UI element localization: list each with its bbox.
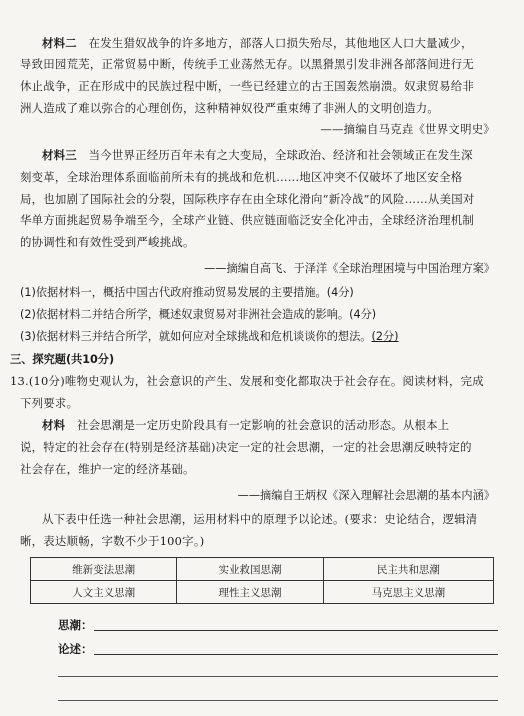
table-cell: 民主共和思潮 (323, 558, 493, 581)
material3-line-2: 刻变革，全球治理体系面临前所未有的挑战和危机……地区冲突不仅破坏了地区安全格 (20, 170, 463, 184)
thought-answer-line[interactable] (94, 630, 498, 631)
answer-line[interactable] (58, 676, 498, 677)
thought-label: 思潮： (58, 618, 93, 632)
material3-line-3: 局，也加剧了国际社会的分裂，国际秩序存在由全球化滑向“新冷战”的风险……从美国对 (20, 192, 475, 206)
material2-line-1: 材料二 在发生猎奴战争的许多地方，部落人口损失殆尽，其他地区人口大量减少， (42, 36, 473, 50)
task-line-2: 晰，表达顺畅，字数不少于100字。) (20, 534, 205, 548)
table-cell: 实业救国思潮 (177, 558, 323, 581)
material2-line-2: 导致田园荒芜，正常贸易中断，传统手工业荡然无存。以黑猾黑引发非洲各部落间进行无 (20, 57, 474, 71)
thought-table (30, 557, 494, 604)
q13-line-1: 13.(10分)唯物史观认为，社会意识的产生、发展和变化都取决于社会存在。阅读材料，完成 (10, 374, 484, 388)
question-3-score: (2分) (371, 330, 399, 343)
question-3: (3)依据材料三并结合所学，就如何应对全球挑战和危机谈谈你的想法。(2分) (20, 330, 399, 343)
material-label: 材料 (42, 418, 66, 432)
material3-line-4: 华单方面挑起贸易争端至今，全球产业链、供应链面临泛安全化冲击，全球经济治理机制 (20, 213, 474, 227)
table-cell: 人文主义思潮 (31, 581, 177, 604)
answer-line[interactable] (58, 700, 498, 701)
material3-label: 材料三 (42, 148, 77, 162)
task-line-1: 从下表中任选一种社会思潮，运用材料中的原理予以论述。(要求：史论结合，逻辑清 (42, 512, 478, 526)
question-2: (2)依据材料二并结合所学，概述奴隶贸易对非洲社会造成的影响。(4分) (20, 308, 377, 321)
material2-line-3: 休止战争，正在形成中的民族过程中断，一些已经建立的古王国轰然崩溃。奴隶贸易给非 (20, 79, 474, 93)
table-cell: 维新变法思潮 (31, 558, 177, 581)
question-1: (1)依据材料一，概括中国古代政府推动贸易发展的主要措施。(4分) (20, 286, 354, 299)
table-cell: 马克思主义思潮 (323, 581, 493, 604)
thought-answer-row[interactable] (58, 617, 498, 633)
material2-line-4: 洲人造成了难以弥合的心理创伤，这种精神奴役严重束缚了非洲人的文明创造力。 (20, 101, 440, 115)
material3-line-5: 的协调性和有效性受到严峻挑战。 (20, 235, 195, 249)
q13-line-2: 下列要求。 (20, 396, 79, 410)
material2-label: 材料二 (42, 36, 77, 50)
table-cell: 理性主义思潮 (177, 581, 323, 604)
section3-heading: 三、探究题(共10分) (10, 353, 115, 366)
table-row (31, 581, 494, 604)
material2-source: ——摘编自马克垚《世界文明史》 (320, 122, 495, 136)
material3-source: ——摘编自高飞、于泽洋《全球治理困境与中国治理方案》 (204, 262, 495, 275)
material3-line-1: 材料三 当今世界正经历百年未有之大变局，全球政治、经济和社会领域正在发生深 (42, 148, 473, 162)
material-line-2: 说，特定的社会存在(特别是经济基础)决定一定的社会思潮，一定的社会思潮反映特定的 (20, 440, 472, 454)
material-source: ——摘编自王炳权《深入理解社会思潮的基本内涵》 (237, 489, 495, 502)
table-row (31, 558, 494, 581)
argument-answer-line[interactable] (94, 654, 498, 655)
argument-answer-row[interactable] (58, 641, 498, 657)
material-line-3: 社会存在，维护一定的经济基础。 (20, 462, 195, 476)
material-line-1: 材料 社会思潮是一定历史阶段具有一定影响的社会意识的活动形态。从根本上 (42, 418, 450, 432)
argument-label: 论述： (58, 642, 93, 656)
